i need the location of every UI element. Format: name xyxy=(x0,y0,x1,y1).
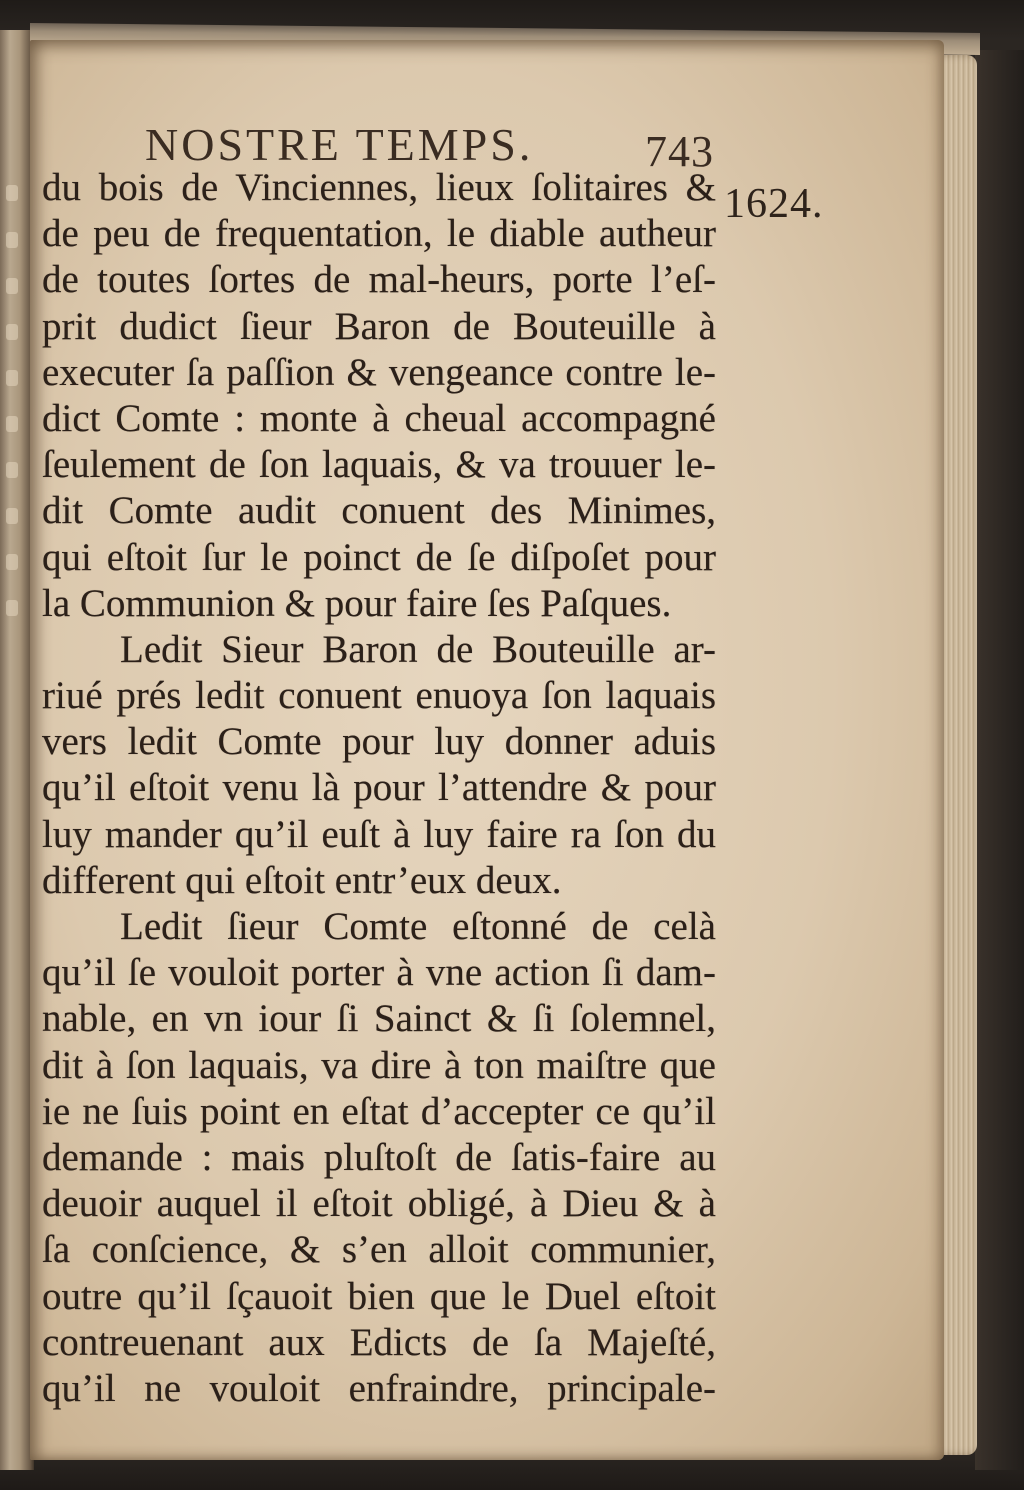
text-line: de toutes ſortes de mal-heurs, porte l’eſ- xyxy=(42,258,716,302)
text-line: luy mander qu’il euſt à luy faire ra ſon du xyxy=(42,812,716,856)
text-line: ſa conſcience, & s’en alloit communier, xyxy=(42,1228,716,1272)
text-line: nable, en vn iour ſi Sainct & ſi ſolemnel, xyxy=(42,997,716,1041)
text-line: qu’il ſe vouloit porter à vne action ſi dam- xyxy=(42,951,716,995)
running-head-title: NOSTRE TEMPS. xyxy=(145,119,534,170)
paragraph-first-line: Ledit Sieur Baron de Bouteuille ar- xyxy=(120,627,716,671)
text-line: qu’il ne vouloit enfraindre, principale- xyxy=(42,1366,716,1410)
gutter-mark xyxy=(6,508,18,524)
gutter-mark xyxy=(6,554,18,570)
text-line: du bois de Vinciennes, lieux ſolitaires & xyxy=(42,166,716,209)
gutter-mark xyxy=(6,370,18,386)
text-line: dit Comte audit conuent des Minimes, xyxy=(42,489,716,533)
text-line: ie ne ſuis point en eſtat d’accepter ce qu’il xyxy=(42,1089,716,1133)
paragraph-first-line: Ledit ſieur Comte eſtonné de celà xyxy=(120,905,716,948)
gutter-mark xyxy=(6,462,18,478)
text-line: ſeulement de ſon laquais, & va trouuer le- xyxy=(42,443,716,487)
fore-edge-shadow xyxy=(975,50,1024,1470)
text-line: qu’il eſtoit venu là pour l’attendre & pour xyxy=(42,766,716,810)
text-line: qui eſtoit ſur le poinct de ſe diſpoſet pour xyxy=(42,535,716,579)
text-line: dit à ſon laquais, va dire à ton maiſtre que xyxy=(42,1043,716,1087)
running-head xyxy=(145,118,745,176)
text-line: contreuenant aux Edicts de ſa Majeſté, xyxy=(42,1320,716,1364)
page-number: 743 xyxy=(645,127,714,176)
body-text xyxy=(42,165,716,1412)
gutter-mark xyxy=(6,416,18,432)
text-line: outre qu’il ſçauoit bien que le Duel eſtoit xyxy=(42,1274,716,1318)
margin-year-note: 1624. xyxy=(724,181,824,227)
text-line: executer ſa paſſion & vengeance contre le- xyxy=(42,350,716,394)
text-line: dict Comte : monte à cheual accompagné xyxy=(42,396,716,440)
gutter-mark xyxy=(6,185,18,201)
text-line: riué prés ledit conuent enuoya ſon laquais xyxy=(42,674,716,718)
gutter-mark xyxy=(6,278,18,294)
text-line: different qui eſtoit entr’eux deux. xyxy=(42,858,562,902)
gutter-mark xyxy=(6,324,18,340)
text-line: prit dudict ſieur Baron de Bouteuille à xyxy=(42,304,716,348)
text-line: vers ledit Comte pour luy donner aduis xyxy=(42,720,716,764)
gutter-mark xyxy=(6,232,18,248)
text-line: de peu de frequentation, le diable autheur xyxy=(42,212,716,256)
text-line: demande : mais pluſtoſt de ſatis-faire au xyxy=(42,1135,716,1179)
text-line: deuoir auquel il eſtoit obligé, à Dieu & à xyxy=(42,1182,716,1226)
text-line: la Communion & pour faire ſes Paſques. xyxy=(42,581,672,625)
gutter-mark xyxy=(6,600,18,616)
